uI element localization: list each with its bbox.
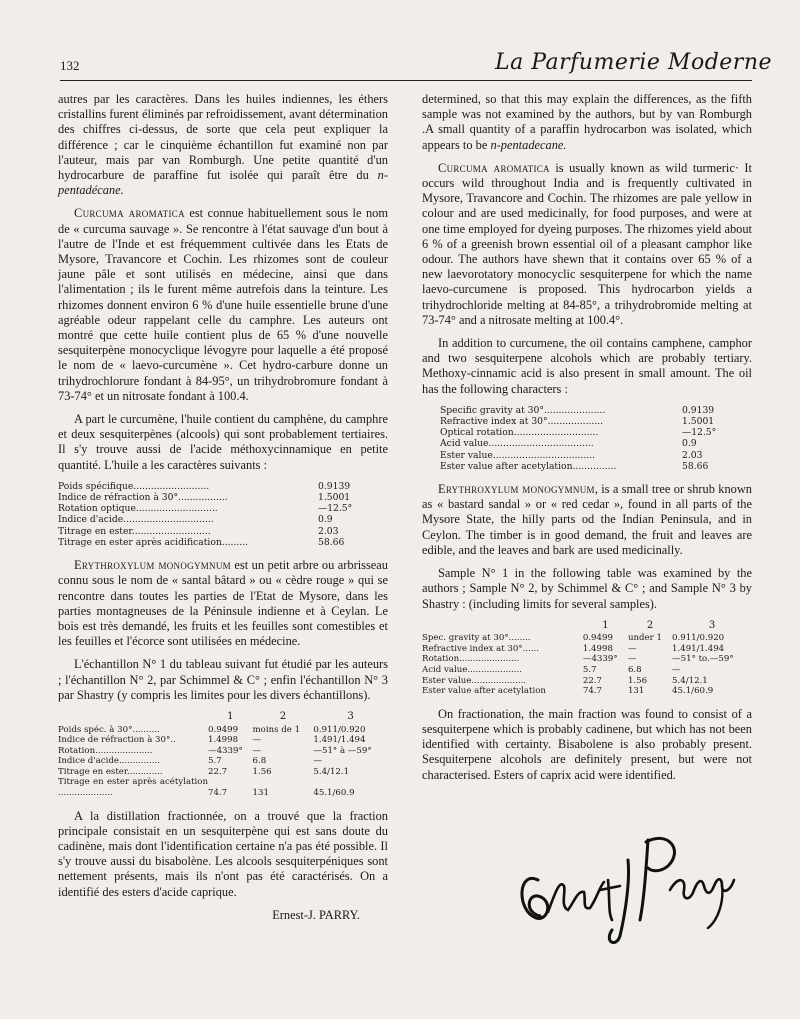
table-row: Ester value.................... 22.7 1.56 5.4/12.1 [422,675,708,686]
page-number: 132 [60,58,80,73]
table-row: Rotation...................... —4339° — —51° to.—59° [422,654,734,665]
column-header: 1 [227,710,234,722]
table-row: Indice de réfraction à 30°................. 1.5001 [58,492,351,504]
paragraph: In addition to curcumene, the oil contains camphene, camphor and two sesquiterpene alcohols which are probably tertiary. Methoxy-cinnamic acid is also present in small amount. The oil has the following characters : [422,336,752,396]
table-row: Titrage en ester après acidification......... 58.66 [58,536,345,548]
table-row: Poids spécifique.......................... 0.9139 [58,480,351,492]
paragraph: A part le curcumène, l'huile contient du camphène, du camphre et deux sesquiterpènes (alcools) qui sont probablement tertiaires. Il s'y trouve aussi de l'acide méthoxycinnamique en petite quantité. L'huile a les caractères suivants : [58,412,388,472]
table-row: Poids spéc. à 30°.......... 0.9499 moins de 1 0.911/0.920 [58,724,366,735]
table-row: Rotation..................... —4339° — —51° à —59° [58,745,372,756]
paragraph: On fractionation, the main fraction was found to consist of a sesquiterpene which is probably cadinene, but which has not been identified with certainty. Bisabolene is also probably present. Sesquiterpene alcohols are definitely present, but were not characterised. Esters of caprix acid were identified. [422,706,752,782]
paragraph: Curcuma aromatica est connue habituellement sous le nom de « curcuma sauvage ». Se rencontre à l'état sauvage d'un bout à l'autre de l'Inde et est fréquemment cultivée dans les Etats de Mysore, Travancore et Cochin. Les rhizomes sont de couleur jaune pâle et sont utilisés en médecine, ainsi que dans l'alimentation ; ils le furent même autrefois dans la teinture. Les rhizomes donnent environ 6 % d'une huile essentielle brune d'une agréable odeur rappelant celle du camphre. Les auteurs ont montré que cette huile contient plus de 65 % d'une nouvelle sesquiterpène monocyclique lévogyre pour laquelle a été proposé le nom de « laevo-curcumène ». Cet hydro-carbure donne un trihydrochlorure fondant à 84-95°, un trihydrobromure fondant à 73-74° et un nitrosate fondant à 100.4. [58,206,388,403]
paragraph: determined, so that this may explain the differences, as the fifth sample was not examined by the authors, but by van Romburgh .A small quantity of a paraffin hydrocarbon was isolated, which appears to be n-pentadecane. [422,92,752,152]
handwritten-signature [508,820,748,950]
left-column [58,92,388,923]
paragraph: Erythroxylum monogymnum, is a small tree or shrub known as « bastard sandal » or « red cedar », found in all parts of the Mysore State, the hilly parts od the Indian Peninsula, and in Ceylon. The timber is in good demand, the fruit and leaves are edible, and the leaves and bark are used medicinally. [422,482,752,557]
table-row: Specific gravity at 30°..................... 0.9139 [440,404,715,416]
column-header: 2 [279,710,287,722]
table-row: Rotation optique............................ —12.5° [58,503,353,515]
characters-table [422,405,752,472]
journal-title: La Parfumerie Moderne [495,50,773,75]
table-row: Titrage en ester après acétylation .................... 74.7 131 45.1/60.9 [58,777,355,799]
paragraph: Erythroxylum monogymnum est un petit arbre ou arbrisseau connu sous le nom de « santal bâtard » ou « cèdre rouge » qui se rencontre dans toutes les parties de l'Etat de Mysore, dans les parties montagneuses de la Péninsule indienne et à Ceylan. Le bois est très demandé, les fruits et les feuilles sont comestibles et les feuilles et l'écorce sont utilisées en médecine. [58,558,388,649]
column-header: 1 [602,619,609,631]
author-name: Ernest-J. PARRY. [272,907,360,922]
table-row: Ester value after acetylation 74.7 131 45.1/60.9 [422,686,714,697]
table-row: Optical rotation............................. —12.5° [440,427,717,439]
table-row: Titrage en ester........................... 2.03 [58,525,339,537]
table-row: Spec. gravity at 30°........ 0.9499 under 1 0.911/0.920 [422,633,725,644]
table-row: Refractive index at 30°................... 1.5001 [440,416,715,428]
samples-table [422,620,752,697]
samples-table [58,711,388,799]
paragraph: Sample N° 1 in the following table was examined by the authors ; Sample N° 2, by Schimmel & C° ; and Sample N° 3 by Shastry : (including limits for several samples). [422,566,752,611]
table-row: Acid value.................................... 0.9 [440,438,697,450]
table-row: Indice de réfraction à 30°.. 1.4998 — 1.491/1.494 [58,735,366,746]
table-row: Acid value.................... 5.7 6.8 — [422,665,681,676]
table-row: Ester value after acetylation............... 58.66 [440,460,709,472]
column-header: 3 [347,710,354,722]
header-rule [60,80,752,81]
table-row: Indice d'acide............... 5.7 6.8 — [58,756,322,767]
paragraph: A la distillation fractionnée, on a trouvé que la fraction principale consistait en un sesquiterpène qui est sans doute du cadinène, mais dont l'identification certaine n'a pas été possible. Il s'y trouve aussi du bisabolène. Les alcools sesquiterpéniques sont nettement présents, mais ils n'ont pas été caractérisés. On a identifié des esters d'acide caprique. [58,808,388,899]
paragraph: Curcuma aromatica is usually known as wild turmeric· It occurs wild throughout India and is frequently cultivated in Mysore, Travancore and Cochin. The rhizomes are pale yellow in colour and are used medicinally, for food purposes, and were at one time employed for dyeing purposes. The rhizomes yield about 6 % of a greenish brown essential oil of a pleasant camphor like odour. The authors have shewn that it contains over 65 % of a new laevorotatory monocyclic sesquiterpene for which the name laevo-curcumene is proposed. This hydrocarbon yields a trihydrochloride melting at 84-85°, a trihydrobromide melting at 73-74° and a nitrosate melting at 100.4°. [422,160,752,327]
table-row: Indice d'acide............................... 0.9 [58,514,333,526]
column-header: 2 [646,619,654,631]
paragraph: L'échantillon N° 1 du tableau suivant fut étudié par les auteurs ; l'échantillon N° 2, par Schimmel & C° ; enfin l'échantillon N° 3 par Shastry (y compris les limites pour les divers échantillons). [58,657,388,702]
table-row: Ester value................................... 2.03 [440,449,703,461]
characters-table [58,481,388,548]
paragraph: autres par les caractères. Dans les huiles indiennes, les éthers cristallins furent éliminés par refroidissement, avant détermination des chiffres ci-dessus, de sorte que cela peut expliquer la différence ; car le cinquième échantillon fut examiné non par l'auteur, mais par van Romburgh. Une petite quantité d'un hydrocarbure de paraffine fut isolée qui paraît être du n-pentadécane. [58,92,388,198]
right-column [422,92,752,791]
table-row: Titrage en ester............. 22.7 1.56 5.4/12.1 [58,766,350,777]
column-header: 3 [708,619,716,631]
table-row: Refractive index at 30°...... 1.4998 — 1.491/1.494 [422,643,725,654]
